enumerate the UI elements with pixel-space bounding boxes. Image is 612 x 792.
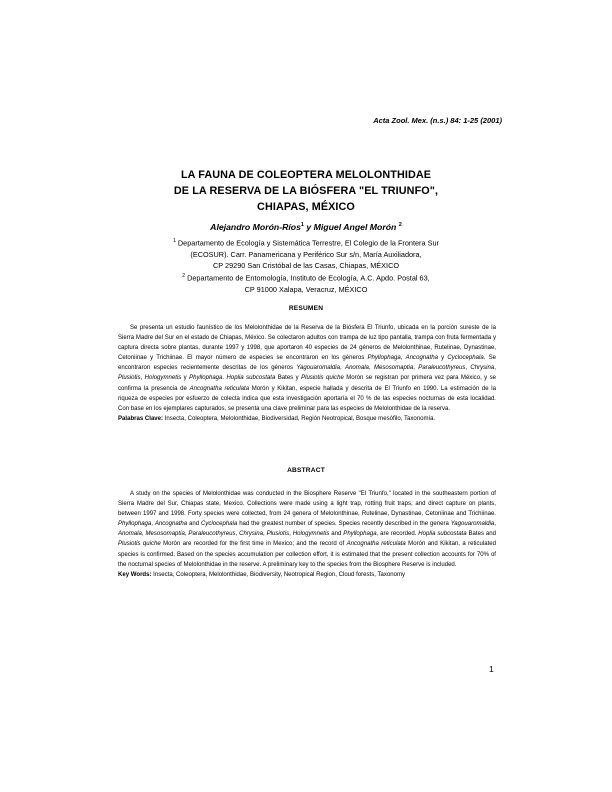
- keywords-text: Insecta, Coleoptera, Melolonthidae, Biodiversidad, Región Neotropical, Bosque mesófilo, Taxonomía.: [163, 415, 436, 422]
- journal-volume: (n.s.) 84: 1-25 (2001): [430, 116, 502, 125]
- resumen-text: .: [222, 375, 227, 382]
- abstract-text: ,: [494, 521, 496, 528]
- abstract-text: had the greatest number of species. Species recently described in the genera: [237, 521, 451, 528]
- affiliation-1-text: Departamento de Ecología y Sistemática Terrestre, El Colegio de la Frontera Sur: [175, 238, 439, 248]
- resumen-text: ,: [368, 365, 374, 372]
- genus-name: Hologymnetis: [144, 375, 182, 382]
- abstract-text: ,: [184, 531, 189, 538]
- abstract-paragraph: [118, 489, 496, 570]
- author-list: [0, 222, 612, 232]
- abstract-text: ,: [262, 531, 267, 538]
- species-name: Plusiotis quiche: [301, 375, 344, 382]
- genus-name: Cyclocephala: [447, 355, 484, 362]
- abstract-heading: ABSTRACT: [287, 467, 325, 474]
- abstract-text: and: [187, 521, 201, 528]
- species-name: Ancognatha reticulata: [346, 541, 406, 548]
- resumen-text: y: [437, 355, 448, 362]
- resumen-text: ,: [494, 365, 496, 372]
- genus-name: Anomala: [118, 531, 142, 538]
- affiliation-1-line-1: [0, 236, 612, 249]
- resumen-text: . Se encontraron especies recientemente descritas de los géneros: [118, 355, 496, 372]
- genus-name: Cyclocephala: [201, 521, 238, 528]
- affiliation-2-line-2: CP 91000 Xalapa, Veracruz, MÉXICO: [244, 284, 368, 294]
- author-2-affiliation-mark: 2: [398, 222, 402, 229]
- resumen-paragraph: [118, 323, 496, 414]
- genus-name: Paraleucothyreus: [188, 531, 236, 538]
- affiliation-2-line-1: [0, 271, 612, 284]
- resumen-text: Morón se registran por primera vez para México, y se confirma la presencia de: [118, 375, 496, 392]
- genus-name: Ancognatha: [154, 521, 188, 528]
- resumen-text: ,: [140, 375, 145, 382]
- abstract-text: ,: [151, 521, 155, 528]
- genus-name: Phyllophaga: [367, 355, 401, 362]
- author-1-affiliation-mark: 1: [300, 222, 304, 229]
- abstract-text: Morón are recorded for the first time in Mexico; and the record of: [160, 541, 347, 548]
- affiliations: [0, 236, 612, 295]
- resumen-text: ,: [340, 365, 346, 372]
- paper-title: [0, 167, 612, 215]
- genus-name: Phyllophaga: [343, 531, 377, 538]
- species-name: Hoplia subcostata: [226, 375, 276, 382]
- abstract-text: Morón and Kikitan, a reticulated species is confirmed. Based on the species accumulation per collection effort, it is estimated that the present collection accounts for 70% of the nocturnal species of Melolonthidae in the reserve. A preliminary key to the species from the Biosphere Reserve is included.: [118, 541, 496, 568]
- species-name: Hoplia subcostata: [418, 531, 467, 538]
- keywords-label: Palabras Clave:: [118, 415, 164, 422]
- resumen-text: Se presenta un estudio faunístico de los Melolonthidae de la Reserva de la Biósfera El Triunfo, ubicada en la porción sureste de la Sierra Madre del Sur en el estado de Chiapas, México. Se colectaron adultos con trampa de luz tipo pantalla, trampa con fruta fermentada y captura directa sobre plantas, durante 1997 y 1998, que aportaron 40 especies de 24 géneros de Melolonthinae, Rutelinae, Dynastinae, Cetoniinae y Trichiinae. El mayor número de especies se encontraron en los géneros: [118, 325, 496, 362]
- keywords-label: Key Words:: [118, 571, 152, 578]
- genus-name: Phyllophaga: [118, 521, 152, 528]
- author-2: Miguel Angel Morón: [313, 222, 397, 232]
- genus-name: Ancognatha: [405, 355, 438, 362]
- genus-name: Chrysina: [239, 531, 263, 538]
- author-1: Alejandro Morón-Ríos: [210, 222, 301, 232]
- resumen-text: ,: [400, 355, 406, 362]
- author-joiner: y: [303, 222, 314, 232]
- abstract-body: [118, 489, 496, 580]
- resumen-text: ,: [413, 365, 419, 372]
- genus-name: Mesosomaptia: [373, 365, 414, 372]
- abstract-text: ,: [289, 531, 293, 538]
- genus-name: Paraleucothyreus: [418, 365, 466, 372]
- genus-name: Yagouaromaldia: [296, 365, 340, 372]
- genus-name: Phyllophaga: [189, 375, 223, 382]
- resumen-text: Morón y Kikitan, especie hallada y descrita de El Triunfo en 1990. La estimación de la riqueza de especies por esfuerzo de colecta indica que esta investigación aportaría el 70 % de las especies nocturnas de esta localidad. Con base en los ejemplares capturados, se presenta una clave preliminar para las especies de Melolonthidae de la reserva.: [118, 385, 496, 412]
- abstract-text: , are recorded.: [376, 531, 419, 538]
- page-number: 1: [489, 664, 494, 674]
- species-name: Plusiotis quiche: [118, 541, 161, 548]
- genus-name: Chrysina: [470, 365, 495, 372]
- genus-name: Plusiotis: [118, 375, 141, 382]
- keywords-text: Insecta, Coleoptera, Melolonthidae, Biodiversity, Neotropical Region, Cloud forests, Taxonomy: [151, 571, 406, 578]
- genus-name: Plusiotis: [266, 531, 290, 538]
- journal-name: Acta Zool. Mex.: [373, 116, 429, 125]
- affiliation-2-text: Departamento de Entomología, Instituto de Ecología, A.C. Apdo. Postal 63,: [185, 273, 430, 283]
- affiliation-1-line-2: (ECOSUR). Carr. Panamericana y Periférico Sur s/n, María Auxiliadora,: [190, 249, 422, 259]
- abstract-text: ,: [235, 531, 240, 538]
- resumen-text: y: [181, 375, 190, 382]
- resumen-body: [118, 323, 496, 424]
- species-name: Ancognatha reticulata: [189, 385, 250, 392]
- abstract-text: A study on the species of Melolonthidae was conducted in the Biosphere Reserve "El Triunfo," located in the southeastern portion of Sierra Madre del Sur, Chiapas state, Mexico. Collections were made using a light trap, rotting fruit traps, and direct capture on plants, between 1997 and 1998. Forty species were collected, from 24 genera of Melolonthinae, Rutelinae, Dynastinae, Cetoniinae and Trichiinae.: [118, 491, 496, 518]
- resumen-heading: RESUMEN: [288, 305, 324, 312]
- abstract-keywords: [118, 570, 496, 580]
- genus-name: Hologymnetis: [292, 531, 330, 538]
- abstract-text: Bates and: [466, 531, 496, 538]
- abstract-text: and: [329, 531, 344, 538]
- genus-name: Yagouaromaldia: [450, 521, 495, 528]
- title-line-2: DE LA RESERVA DE LA BIÓSFERA "EL TRIUNFO",: [173, 185, 439, 197]
- title-line-3: CHIAPAS, MÉXICO: [257, 201, 355, 213]
- affiliation-2-mark: 2: [182, 273, 186, 280]
- genus-name: Anomala: [345, 365, 369, 372]
- resumen-text: Bates y: [275, 375, 302, 382]
- journal-reference: [373, 116, 502, 125]
- genus-name: Mesosomaptia: [145, 531, 185, 538]
- affiliation-1-mark: 1: [173, 238, 176, 244]
- affiliation-1-line-3: CP 29290 San Cristóbal de las Casas, Chiapas, MÉXICO: [212, 260, 400, 270]
- title-line-1: LA FAUNA DE COLEOPTERA MELOLONTHIDAE: [180, 169, 432, 181]
- resumen-text: ,: [465, 365, 471, 372]
- resumen-keywords: [118, 414, 496, 424]
- abstract-text: ,: [141, 531, 146, 538]
